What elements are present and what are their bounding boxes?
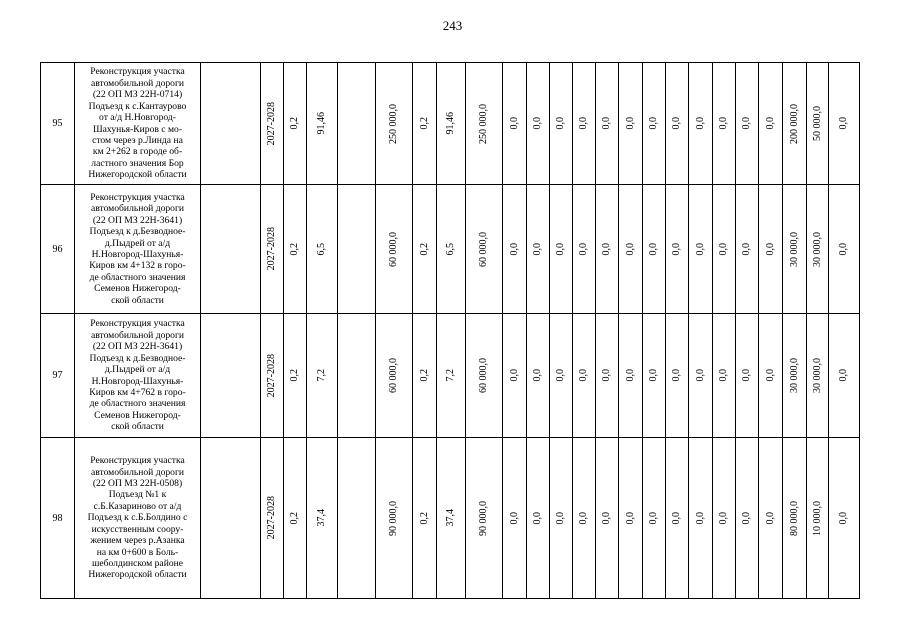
table-row (41, 63, 860, 185)
cost-cell-text: 60 000,0 (388, 358, 399, 393)
total-cell (829, 438, 860, 599)
description-line: ластного значения Бор (91, 157, 184, 169)
zero-cell-text: 0,0 (532, 369, 543, 382)
zero-cell-text: 0,0 (508, 511, 520, 525)
empty-cell (338, 185, 376, 314)
zero-cell-text: 0,0 (508, 369, 520, 382)
empty-cell (201, 63, 261, 185)
project-description (75, 438, 201, 599)
zero-cell (643, 185, 666, 314)
value-cell (307, 185, 338, 314)
zero-cell (643, 438, 666, 599)
zero-cell-text: 0,0 (718, 369, 729, 382)
period-cell-text: 2027-2028 (266, 101, 277, 146)
length-cell (413, 185, 437, 314)
description-line: Реконструкция участка (90, 455, 185, 467)
fund-cell (807, 185, 829, 314)
zero-cell (573, 185, 596, 314)
description-line: (22 ОП МЗ 22Н-0508) (92, 478, 183, 490)
zero-cell (759, 63, 783, 185)
zero-cell-text: 0,0 (741, 242, 752, 256)
fund-cell-text: 30 000,0 (811, 231, 823, 267)
period-cell-text: 2027-2028 (266, 227, 277, 271)
zero-cell (550, 314, 573, 438)
zero-cell (527, 63, 550, 185)
table-row (41, 314, 860, 438)
zero-cell (527, 438, 550, 599)
length-cell-text: 0,2 (289, 369, 300, 382)
description-line: км 2+262 в городе об- (92, 146, 183, 158)
cost-cell-text: 60 000,0 (478, 231, 489, 267)
zero-cell-text: 0,0 (648, 117, 659, 130)
zero-cell (689, 314, 713, 438)
zero-cell (619, 185, 643, 314)
zero-cell (643, 63, 666, 185)
zero-cell (736, 185, 759, 314)
description-line: Киров км 4+762 в горо- (89, 386, 186, 398)
cost-cell-text: 250 000,0 (388, 103, 399, 144)
zero-cell (666, 63, 689, 185)
zero-cell-text: 0,0 (718, 242, 729, 256)
total-cell (829, 185, 860, 314)
fund-cell-text: 30 000,0 (811, 358, 823, 393)
fund-cell-text: 30 000,0 (788, 231, 800, 267)
zero-cell-text: 0,0 (694, 369, 706, 382)
project-description (75, 185, 201, 314)
description-line: Подъезд к с.Кантаурово (88, 100, 187, 112)
value-cell-text: 7,2 (445, 369, 456, 382)
value-cell-text: 91,46 (445, 112, 456, 135)
fund-cell (807, 438, 829, 599)
description-line: ской области (111, 421, 164, 433)
zero-cell-text: 0,0 (578, 369, 589, 382)
zero-cell-text: 0,0 (671, 242, 682, 256)
cost-cell-text: 60 000,0 (478, 358, 489, 393)
length-cell-text: 0,2 (418, 242, 430, 256)
description-line: Реконструкция участка (90, 318, 185, 330)
zero-cell-text: 0,0 (555, 117, 566, 130)
length-cell (413, 438, 437, 599)
length-cell-text: 0,2 (289, 117, 300, 130)
zero-cell-text: 0,0 (648, 369, 659, 382)
description-line: шеболдинском районе (91, 557, 184, 569)
zero-cell (713, 63, 736, 185)
zero-cell (619, 438, 643, 599)
description-line: Шахунья-Киров с мо- (92, 123, 183, 135)
zero-cell (666, 185, 689, 314)
empty-cell (201, 314, 261, 438)
description-line: Подъезд к д.Безводное- (89, 226, 186, 238)
zero-cell-text: 0,0 (648, 242, 659, 256)
length-cell (284, 438, 307, 599)
zero-cell-text: 0,0 (508, 242, 520, 256)
description-line: Нижегородской области (88, 169, 187, 181)
cost-cell-text: 60 000,0 (388, 231, 399, 267)
zero-cell-text: 0,0 (601, 242, 612, 256)
description-line: (22 ОП МЗ 22Н-3641) (92, 214, 183, 226)
row-number: 97 (41, 314, 75, 438)
value-cell (437, 63, 466, 185)
zero-cell (759, 438, 783, 599)
total-cell (829, 314, 860, 438)
description-line: от а/д Н.Новгород- (99, 112, 176, 124)
zero-cell (527, 314, 550, 438)
length-cell-text: 0,2 (418, 117, 430, 130)
value-cell-text: 6,5 (445, 242, 456, 256)
description-line: автомобильной дороги (90, 466, 185, 478)
zero-cell (666, 438, 689, 599)
description-line: Подъезд к д.Безводное- (89, 352, 186, 364)
zero-cell (619, 314, 643, 438)
description-line: де областного значения (89, 271, 186, 283)
zero-cell-text: 0,0 (532, 117, 543, 130)
value-cell (437, 314, 466, 438)
description-line: д.Пыдрей от а/д (104, 364, 171, 376)
zero-cell (759, 314, 783, 438)
zero-cell-text: 0,0 (718, 511, 729, 525)
description-line: искусственным соору- (91, 523, 184, 535)
length-cell (284, 63, 307, 185)
page-number: 243 (442, 18, 463, 33)
value-cell (307, 314, 338, 438)
fund-cell (783, 438, 807, 599)
length-cell (413, 314, 437, 438)
zero-cell (573, 314, 596, 438)
total-cell (829, 63, 860, 185)
cost-cell (376, 185, 413, 314)
zero-cell-text: 0,0 (741, 117, 752, 130)
zero-cell (619, 63, 643, 185)
fund-cell-text: 200 000,0 (788, 103, 800, 144)
period-cell (261, 185, 284, 314)
zero-cell (713, 185, 736, 314)
total-cell-text: 0,0 (838, 117, 849, 130)
zero-cell-text: 0,0 (578, 511, 589, 525)
cost-cell (466, 63, 503, 185)
zero-cell (689, 185, 713, 314)
cost-cell-text: 250 000,0 (478, 103, 489, 144)
description-line: Реконструкция участка (90, 66, 185, 78)
zero-cell-text: 0,0 (741, 369, 752, 382)
zero-cell-text: 0,0 (624, 117, 636, 130)
description-line: Киров км 4+132 в горо- (89, 260, 186, 272)
zero-cell-text: 0,0 (624, 511, 636, 525)
value-cell (307, 438, 338, 599)
table-row (41, 438, 860, 599)
zero-cell (550, 185, 573, 314)
projects-table (40, 62, 860, 599)
zero-cell (666, 314, 689, 438)
total-cell-text: 0,0 (838, 369, 849, 382)
cost-cell-text: 90 000,0 (478, 500, 489, 536)
cost-cell (466, 185, 503, 314)
value-cell-text: 7,2 (316, 369, 327, 382)
zero-cell-text: 0,0 (532, 511, 543, 525)
value-cell (437, 185, 466, 314)
value-cell-text: 6,5 (316, 242, 327, 256)
row-number: 95 (41, 63, 75, 185)
fund-cell-text: 30 000,0 (788, 358, 800, 393)
fund-cell (783, 314, 807, 438)
zero-cell-text: 0,0 (671, 511, 682, 525)
description-line: де областного значения (89, 398, 186, 410)
project-description (75, 63, 201, 185)
zero-cell-text: 0,0 (601, 117, 612, 130)
zero-cell-text: 0,0 (671, 369, 682, 382)
zero-cell (503, 314, 527, 438)
zero-cell-text: 0,0 (694, 242, 706, 256)
zero-cell (503, 63, 527, 185)
zero-cell-text: 0,0 (648, 511, 659, 525)
zero-cell-text: 0,0 (764, 242, 776, 256)
description-line: (22 ОП МЗ 22Н-0714) (92, 89, 183, 101)
zero-cell-text: 0,0 (694, 511, 706, 525)
description-line: (22 ОП МЗ 22Н-3641) (92, 341, 183, 353)
value-cell-text: 37,4 (316, 509, 327, 527)
description-line: Подъезд №1 к (108, 489, 167, 501)
description-line: Семенов Нижегород- (94, 409, 181, 421)
zero-cell (596, 314, 619, 438)
fund-cell-text: 10 000,0 (811, 500, 823, 536)
cost-cell (466, 438, 503, 599)
empty-cell (338, 314, 376, 438)
length-cell-text: 0,2 (289, 511, 300, 525)
description-line: Нижегородской области (88, 569, 187, 581)
zero-cell-text: 0,0 (555, 369, 566, 382)
zero-cell-text: 0,0 (694, 117, 706, 130)
zero-cell-text: 0,0 (718, 117, 729, 130)
zero-cell (596, 438, 619, 599)
zero-cell (596, 63, 619, 185)
description-line: Подъезд к с.Б.Болдино с (87, 512, 188, 524)
zero-cell-text: 0,0 (764, 117, 776, 130)
empty-cell (338, 63, 376, 185)
description-line: Семенов Нижегород- (94, 283, 181, 295)
zero-cell-text: 0,0 (764, 369, 776, 382)
total-cell-text: 0,0 (838, 242, 849, 256)
length-cell (413, 63, 437, 185)
description-line: стом через р.Линда на (92, 134, 183, 146)
zero-cell (736, 63, 759, 185)
zero-cell-text: 0,0 (578, 117, 589, 130)
zero-cell (503, 185, 527, 314)
project-description (75, 314, 201, 438)
zero-cell (573, 63, 596, 185)
zero-cell (503, 438, 527, 599)
zero-cell (759, 185, 783, 314)
description-line: автомобильной дороги (90, 203, 185, 215)
period-cell (261, 438, 284, 599)
row-number: 98 (41, 438, 75, 599)
zero-cell (596, 185, 619, 314)
zero-cell (550, 438, 573, 599)
fund-cell (807, 63, 829, 185)
value-cell (437, 438, 466, 599)
description-line: автомобильной дороги (90, 77, 185, 89)
fund-cell-text: 50 000,0 (811, 106, 823, 141)
length-cell-text: 0,2 (289, 242, 300, 256)
description-line: жением через р.Азанка (90, 535, 185, 547)
fund-cell (783, 63, 807, 185)
fund-cell (807, 314, 829, 438)
empty-cell (201, 185, 261, 314)
cost-cell (376, 63, 413, 185)
cost-cell (376, 314, 413, 438)
length-cell-text: 0,2 (418, 511, 430, 525)
zero-cell-text: 0,0 (764, 511, 776, 525)
zero-cell (573, 438, 596, 599)
fund-cell-text: 80 000,0 (788, 500, 800, 536)
row-number: 96 (41, 185, 75, 314)
zero-cell (736, 314, 759, 438)
zero-cell-text: 0,0 (578, 242, 589, 256)
zero-cell-text: 0,0 (508, 117, 520, 130)
total-cell-text: 0,0 (838, 511, 849, 525)
value-cell-text: 37,4 (445, 509, 456, 527)
zero-cell (713, 438, 736, 599)
zero-cell-text: 0,0 (555, 242, 566, 256)
cost-cell-text: 90 000,0 (388, 500, 399, 536)
description-line: ской области (111, 294, 164, 306)
length-cell (284, 314, 307, 438)
zero-cell-text: 0,0 (624, 242, 636, 256)
zero-cell-text: 0,0 (624, 369, 636, 382)
cost-cell (376, 438, 413, 599)
zero-cell (643, 314, 666, 438)
description-line: Н.Новгород-Шахунья- (91, 249, 184, 260)
description-line: на км 0+600 в Боль- (96, 546, 179, 558)
zero-cell-text: 0,0 (601, 369, 612, 382)
empty-cell (338, 438, 376, 599)
zero-cell-text: 0,0 (601, 511, 612, 525)
value-cell (307, 63, 338, 185)
period-cell-text: 2027-2028 (266, 353, 277, 398)
period-cell-text: 2027-2028 (266, 496, 277, 540)
zero-cell (689, 63, 713, 185)
zero-cell (689, 438, 713, 599)
zero-cell-text: 0,0 (671, 117, 682, 130)
zero-cell (527, 185, 550, 314)
zero-cell (713, 314, 736, 438)
empty-cell (201, 438, 261, 599)
zero-cell (550, 63, 573, 185)
zero-cell-text: 0,0 (555, 511, 566, 525)
length-cell-text: 0,2 (418, 369, 430, 382)
period-cell (261, 314, 284, 438)
value-cell-text: 91,46 (316, 112, 327, 135)
description-line: Реконструкция участка (90, 191, 185, 203)
length-cell (284, 185, 307, 314)
zero-cell-text: 0,0 (741, 511, 752, 525)
cost-cell (466, 314, 503, 438)
description-line: автомобильной дороги (90, 329, 185, 341)
description-line: д.Пыдрей от а/д (104, 237, 171, 249)
period-cell (261, 63, 284, 185)
description-line: с.Б.Казариново от а/д (93, 500, 182, 512)
zero-cell (736, 438, 759, 599)
zero-cell-text: 0,0 (532, 242, 543, 256)
table-row (41, 185, 860, 314)
description-line: Н.Новгород-Шахунья- (91, 375, 184, 387)
fund-cell (783, 185, 807, 314)
